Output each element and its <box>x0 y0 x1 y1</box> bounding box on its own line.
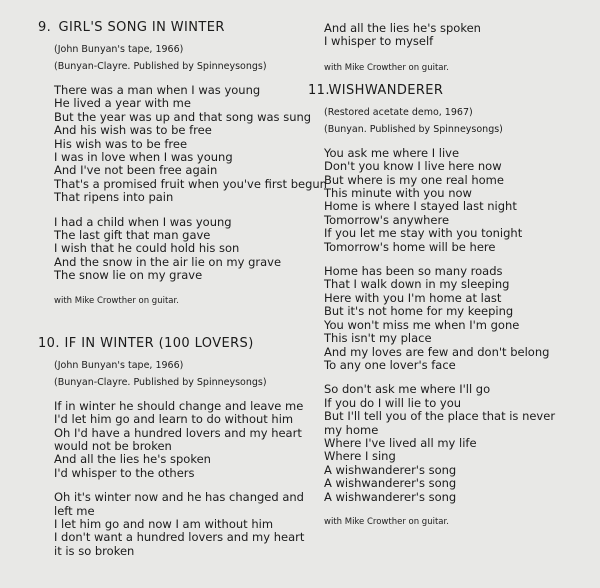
lyrics-stanza <box>54 398 304 480</box>
lyric-line: I'd let him go and learn to do without him <box>54 412 294 427</box>
lyric-line: Don't you know I live here now <box>324 159 502 174</box>
lyric-line: Home is where I stayed last night <box>324 199 517 214</box>
song-number: 9. <box>38 20 52 35</box>
song-credit: with Mike Crowther on guitar. <box>54 295 179 306</box>
lyric-line: Home has been so many roads <box>324 264 503 279</box>
lyric-line: You won't miss me when I'm gone <box>324 317 520 332</box>
lyric-line: His wish was to be free <box>54 136 188 151</box>
lyric-line: my home <box>324 422 379 437</box>
lyric-line: I whisper to myself <box>324 34 434 49</box>
lyric-line: He lived a year with me <box>54 96 191 111</box>
lyrics-stanza <box>324 383 570 504</box>
lyric-line: Oh I'd have a hundred lovers and my heart <box>54 425 302 440</box>
lyric-line: I had a child when I was young <box>54 214 232 229</box>
song-publishing: (Bunyan-Clayre. Published by Spinneysongs) <box>54 376 267 388</box>
song-title-text: IF IN WINTER (100 LOVERS) <box>64 335 254 351</box>
lyric-line: Here with you I'm home at last <box>324 290 502 305</box>
lyric-line: That ripens into pain <box>54 190 174 205</box>
lyric-line: This minute with you now <box>324 186 472 201</box>
song-title <box>308 83 570 99</box>
lyric-line: I wish that he could hold his son <box>54 241 240 256</box>
lyric-line: Where I sing <box>324 449 396 464</box>
lyric-line: Oh it's winter now and he has changed and <box>54 490 304 505</box>
lyrics-stanza <box>54 216 300 283</box>
lyric-line: But it's not home for my keeping <box>324 304 514 319</box>
lyrics-stanza <box>54 490 305 558</box>
lyric-line: The snow lie on my grave <box>54 268 203 283</box>
song-title-text: WISHWANDERER <box>328 82 444 98</box>
lyric-line: If in winter he should change and leave me <box>54 398 304 413</box>
lyric-line: That's a promised fruit when you've first begun <box>54 176 327 191</box>
song-title-text: GIRL'S SONG IN WINTER <box>58 20 225 35</box>
lyric-line: The last gift that man gave <box>54 228 211 243</box>
lyric-line: So don't ask me where I'll go <box>324 382 491 397</box>
lyric-line: would not be broken <box>54 438 172 453</box>
right-column <box>308 20 570 535</box>
song-title <box>38 20 300 36</box>
song-credit: with Mike Crowther on guitar. <box>324 62 449 73</box>
lyric-line: Where I've lived all my life <box>324 435 477 450</box>
lyric-line: A wishwanderer's song <box>324 462 457 477</box>
lyric-line: You ask me where I live <box>324 145 460 160</box>
song-source: (John Bunyan's tape, 1966) <box>54 44 184 55</box>
song-number: 11. <box>308 82 330 98</box>
lyric-line: Tomorrow's anywhere <box>324 212 450 227</box>
lyric-line: And I've not been free again <box>54 163 218 178</box>
song-publishing: (Bunyan-Clayre. Published by Spinneysongs) <box>54 61 267 72</box>
song-publishing: (Bunyan. Published by Spinneysongs) <box>324 123 503 135</box>
lyric-line: I was in love when I was young <box>54 150 233 165</box>
lyric-line: And his wish was to be free <box>54 123 212 138</box>
song-credit: with Mike Crowther on guitar. <box>324 516 449 527</box>
lyric-line: it is so broken <box>54 543 135 558</box>
lyrics-stanza <box>324 265 570 372</box>
lyrics-stanza <box>324 22 570 49</box>
lyric-line: But I'll tell you of the place that is never <box>324 409 556 424</box>
lyric-line: And the snow in the air lie on my grave <box>54 254 282 269</box>
lyric-line: But the year was up and that song was sung <box>54 109 312 124</box>
lyric-line: Tomorrow's home will be here <box>324 239 496 254</box>
lyric-line: left me <box>54 503 95 518</box>
lyrics-stanza <box>324 147 570 254</box>
song-10 <box>38 335 305 558</box>
lyric-line: That I walk down in my sleeping <box>324 277 510 292</box>
lyric-line: To any one lover's face <box>324 357 456 372</box>
song-11 <box>308 83 570 527</box>
lyric-line: If you let me stay with you tonight <box>324 226 523 241</box>
lyric-line: A wishwanderer's song <box>324 489 457 504</box>
lyric-line: I let him go and now I am without him <box>54 516 274 531</box>
lyric-line: There was a man when I was young <box>54 83 261 97</box>
lyric-line: And all the lies he's spoken <box>54 452 211 467</box>
lyric-line: I don't want a hundred lovers and my heart <box>54 530 305 545</box>
lyric-line: A wishwanderer's song <box>324 476 457 491</box>
song-number: 10. <box>38 335 60 351</box>
lyric-line: And all the lies he's spoken <box>324 21 481 35</box>
lyric-line: But where is my one real home <box>324 172 504 187</box>
song-10-continued <box>308 22 570 73</box>
lyric-line: And my loves are few and don't belong <box>324 344 550 359</box>
lyric-line: This isn't my place <box>324 331 432 346</box>
song-source: (Restored acetate demo, 1967) <box>324 106 473 118</box>
song-source: (John Bunyan's tape, 1966) <box>54 359 184 371</box>
lyric-line: If you do I will lie to you <box>324 395 462 410</box>
song-title <box>38 336 300 352</box>
lyric-line: I'd whisper to the others <box>54 465 195 480</box>
